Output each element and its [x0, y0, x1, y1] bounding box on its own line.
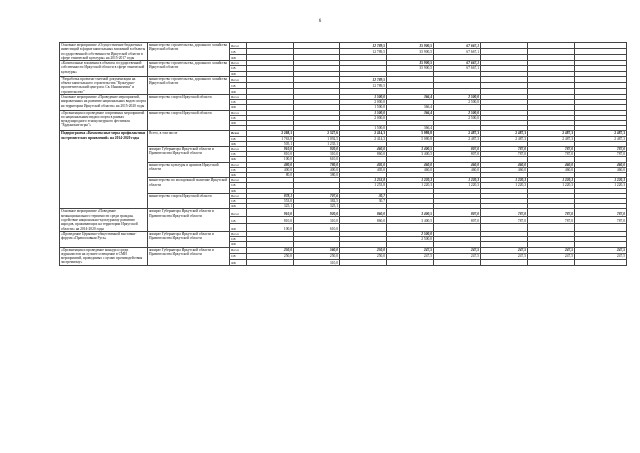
amount-cell [340, 224, 387, 232]
amount-cell: 460,0 [434, 167, 481, 172]
amount-cell: 250,0 [247, 253, 294, 259]
amount-cell: 787,0 [481, 216, 528, 223]
amount-cell: 325,1 [294, 204, 340, 209]
table-body [60, 43, 627, 266]
amount-cell [247, 259, 294, 265]
amount-cell: 1 092,5 [294, 136, 340, 141]
funding-source-cell: ОБ [230, 237, 247, 242]
amount-cell: 5 080,8 [387, 131, 434, 136]
funding-source-cell: ФБ [230, 242, 247, 247]
amount-cell [387, 224, 434, 232]
funding-source-cell: ОБ [230, 115, 247, 120]
amount-cell: 787,0 [481, 209, 528, 216]
amount-cell: 780,0 [294, 162, 340, 167]
amount-cell: 1 220,3 [528, 183, 575, 188]
amount-cell [434, 224, 481, 232]
amount-cell: 553,0 [247, 199, 294, 204]
amount-cell: 250,0 [294, 253, 340, 259]
funding-source-cell: Всего [230, 61, 247, 66]
amount-cell: 325,1 [247, 204, 294, 209]
funding-source-cell: Всего [230, 247, 247, 253]
amount-cell: 610,0 [294, 157, 340, 162]
amount-cell [340, 259, 387, 265]
amount-cell: 35 900,5 [387, 49, 434, 55]
budget-table [59, 42, 627, 266]
amount-cell: 250,0 [340, 253, 387, 259]
amount-cell: 2 487,3 [481, 131, 528, 136]
amount-cell: 2 414,3 [340, 136, 387, 141]
amount-cell: 807,0 [434, 209, 481, 216]
amount-cell: 2 500,0 [387, 231, 434, 236]
funding-source-cell: ФБ [230, 105, 247, 110]
funding-source-cell: ОБ [230, 100, 247, 105]
amount-cell: 460,0 [387, 167, 434, 172]
funding-source-cell: ОБ [230, 216, 247, 223]
funding-source-cell: ФБ [230, 173, 247, 178]
amount-cell: 787,0 [575, 147, 627, 152]
amount-cell: 560,0 [294, 247, 340, 253]
budget-table-sheet [59, 42, 626, 266]
amount-cell: 2 487,3 [434, 136, 481, 141]
amount-cell: 2 500,0 [434, 94, 481, 99]
amount-cell: 2 487,3 [528, 136, 575, 141]
amount-cell: 2 500,0 [434, 115, 481, 120]
amount-cell: 12 789,5 [340, 49, 387, 55]
activity-name-cell: «Организация и проведение конкурса среди журналистов на лучшее освещение в СМИ мероприятий, проводимых с целью противодействия экстремизму» [60, 247, 148, 265]
funding-source-cell: Всего [230, 193, 247, 198]
amount-cell: 3 400,5 [387, 147, 434, 152]
funding-source-cell: ФБ [230, 88, 247, 94]
funding-source-cell: Всего [230, 209, 247, 216]
amount-cell: 1 253,8 [340, 183, 387, 188]
amount-cell: 400,0 [294, 167, 340, 172]
funding-source-cell: Всего [230, 147, 247, 152]
amount-cell [575, 224, 627, 232]
table-row [60, 209, 627, 216]
amount-cell: 2 500,0 [434, 110, 481, 115]
amount-cell: 3 400,5 [387, 216, 434, 223]
amount-cell: 2 268,1 [247, 131, 294, 136]
amount-cell: 35 900,5 [387, 66, 434, 71]
executor-cell: министерство строительства, дорожного хозяйства Иркутской области [148, 43, 230, 61]
amount-cell: 2 487,3 [481, 136, 528, 141]
amount-cell: 67 667,1 [434, 43, 481, 49]
amount-cell: 860,0 [340, 152, 387, 157]
amount-cell: 807,0 [434, 147, 481, 152]
amount-cell: 460,0 [575, 167, 627, 172]
funding-source-cell: ФБ [230, 204, 247, 209]
activity-name-cell: «Организация и проведение спортивных мероприятий по национальным видам спорта в рамках международного этнокультурного фестиваля "Ёрдынские игры"» [60, 110, 148, 131]
funding-source-cell: Всего [230, 76, 247, 82]
amount-cell: 250,0 [340, 247, 387, 253]
activity-name-cell: Основное мероприятие «Проведение мероприятий, направленных на развитие национальных видов спорта на территории Иркутской области» на 2015-2020 годы [60, 94, 148, 110]
funding-source-cell: ФБ [230, 157, 247, 162]
funding-source-cell: ФБ [230, 71, 247, 76]
amount-cell: 35 900,5 [387, 61, 434, 66]
amount-cell: 787,0 [575, 216, 627, 223]
funding-source-cell: ОБ [230, 199, 247, 204]
executor-cell: аппарат Губернатора Иркутской области и Правительства Иркутской области [148, 147, 230, 163]
amount-cell: 247,5 [575, 253, 627, 259]
amount-cell: 787,0 [528, 216, 575, 223]
amount-cell: 3 400,5 [387, 152, 434, 157]
page-number: 6 [318, 19, 322, 24]
amount-cell: 247,5 [575, 247, 627, 253]
amount-cell: 382,5 [294, 199, 340, 204]
amount-cell: 1 220,3 [481, 178, 528, 183]
amount-cell: 366,4 [387, 105, 434, 110]
amount-cell: 787,0 [481, 152, 528, 157]
amount-cell: 5 080,8 [387, 136, 434, 141]
amount-cell: 67 667,1 [434, 66, 481, 71]
amount-cell: 310,0 [294, 152, 340, 157]
amount-cell: 30,7 [340, 193, 387, 198]
funding-source-cell: ОБ [230, 49, 247, 55]
amount-cell: 810,0 [247, 152, 294, 157]
amount-cell: 1 500,0 [340, 110, 387, 115]
amount-cell: 707,6 [294, 193, 340, 198]
amount-cell: 3 400,5 [387, 209, 434, 216]
amount-cell [434, 259, 481, 265]
amount-cell: 247,5 [481, 253, 528, 259]
amount-cell: 35 900,5 [387, 43, 434, 49]
amount-cell: 366,4 [387, 94, 434, 99]
amount-cell: 247,5 [528, 247, 575, 253]
funding-source-cell: ФБ [230, 224, 247, 232]
amount-cell: 920,0 [294, 209, 340, 216]
amount-cell: 1 220,3 [528, 178, 575, 183]
amount-cell [528, 224, 575, 232]
amount-cell [387, 259, 434, 265]
amount-cell: 1 220,3 [481, 183, 528, 188]
amount-cell: 460,0 [528, 162, 575, 167]
amount-cell: 787,0 [481, 147, 528, 152]
amount-cell: 80,0 [247, 173, 294, 178]
amount-cell: 2 500,0 [434, 100, 481, 105]
funding-source-cell: Всего [230, 110, 247, 115]
amount-cell: 2 000,0 [340, 115, 387, 120]
amount-cell: 920,0 [294, 147, 340, 152]
funding-source-cell: ФБ [230, 121, 247, 126]
funding-source-cell: Всего [230, 178, 247, 183]
amount-cell: 460,0 [528, 167, 575, 172]
funding-source-cell: ФБ [230, 259, 247, 265]
executor-cell: министерство по молодежной политике Иркутской области [148, 178, 230, 194]
amount-cell: 12 789,5 [340, 76, 387, 82]
amount-cell: 787,0 [528, 152, 575, 157]
executor-cell: аппарат Губернатора Иркутской области и Правительства Иркутской области [148, 231, 230, 247]
amount-cell: 250,0 [247, 247, 294, 253]
amount-cell: 30,7 [340, 199, 387, 204]
amount-cell: 1 500,0 [340, 105, 387, 110]
amount-cell: 380,0 [294, 173, 340, 178]
amount-cell: 1 500,0 [340, 126, 387, 131]
funding-source-cell: ФБ [230, 141, 247, 146]
amount-cell: 247,5 [387, 247, 434, 253]
amount-cell: 860,0 [340, 216, 387, 223]
funding-source-cell: ОБ [230, 66, 247, 71]
amount-cell: 1 220,3 [434, 183, 481, 188]
amount-cell: 310,0 [294, 259, 340, 265]
amount-cell: 247,5 [387, 253, 434, 259]
amount-cell: 2 000,0 [340, 100, 387, 105]
amount-cell: 2 500,0 [387, 237, 434, 242]
amount-cell: 910,0 [247, 209, 294, 216]
amount-cell: 405,0 [340, 162, 387, 167]
amount-cell: 810,0 [247, 216, 294, 223]
amount-cell: 2 327,6 [294, 131, 340, 136]
amount-cell: 67 667,1 [434, 61, 481, 66]
amount-cell: 247,5 [434, 247, 481, 253]
amount-cell: 460,0 [434, 162, 481, 167]
amount-cell: 460,0 [340, 147, 387, 152]
amount-cell: 310,0 [294, 216, 340, 223]
amount-cell: 460,0 [481, 162, 528, 167]
funding-source-cell: ОБ [230, 253, 247, 259]
amount-cell: 1 763,0 [247, 136, 294, 141]
activity-name-cell: Основное мероприятие «Осуществление бюджетных инвестиций в форме капитальных вложений в объекты государственной собственности Иркутской области в сфере этнической культуры» на 2015-2017 годы [60, 43, 148, 61]
executor-cell: министерство культуры и архивов Иркутской области [148, 162, 230, 178]
executor-cell: министерство строительства, дорожного хозяйства Иркутской области [148, 76, 230, 94]
amount-cell: 1 220,3 [387, 183, 434, 188]
executor-cell: министерство спорта Иркутской области [148, 94, 230, 110]
amount-cell: 807,0 [434, 216, 481, 223]
activity-name-cell: «Капитальные вложения в объекты государственной собственности Иркутской области в сфере этнической культуры» [60, 61, 148, 77]
amount-cell [528, 259, 575, 265]
funding-source-cell: ФБ [230, 55, 247, 61]
amount-cell: 505,1 [247, 141, 294, 146]
amount-cell: 247,5 [528, 253, 575, 259]
funding-source-cell: Всего [230, 131, 247, 136]
activity-name-cell: Основное мероприятие «Поведение межнационального терпимости среди граждан, содействие национально-культурному развитию народов, проживающих на территории Иркутской области» на 2014-2020 годы [60, 209, 148, 231]
funding-source-cell: Всего [230, 231, 247, 236]
amount-cell [575, 259, 627, 265]
amount-cell: 366,4 [387, 110, 434, 115]
activity-name-cell: "Разработка проектно-сметной документации на объект капитального строительства "Культурно-просветительский центр им. Св. Иннокентия" и строительство" [60, 76, 148, 94]
amount-cell: 1 220,3 [434, 178, 481, 183]
funding-source-cell: Всего [230, 162, 247, 167]
amount-cell: 405,0 [340, 167, 387, 172]
amount-cell: 247,5 [481, 247, 528, 253]
executor-cell: министерство спорта Иркутской области [148, 110, 230, 131]
funding-source-cell: ОБ [230, 136, 247, 141]
amount-cell: 460,0 [481, 167, 528, 172]
amount-cell: 100,0 [247, 224, 294, 232]
amount-cell: 1 220,3 [575, 178, 627, 183]
funding-source-cell: ОБ [230, 183, 247, 188]
funding-source-cell: ОБ [230, 152, 247, 157]
executor-cell: аппарат Губернатора Иркутской области и Правительства Иркутской области [148, 247, 230, 265]
amount-cell: 1 235,1 [294, 141, 340, 146]
amount-cell: 2 487,3 [575, 131, 627, 136]
funding-source-cell: ФБ [230, 188, 247, 193]
amount-cell: 247,5 [434, 253, 481, 259]
amount-cell: 100,0 [247, 157, 294, 162]
funding-source-cell: Всего [230, 43, 247, 49]
executor-cell: Всего, в том числе [148, 131, 230, 147]
amount-cell: 878,1 [247, 193, 294, 198]
amount-cell: 2 414,3 [340, 131, 387, 136]
amount-cell: 2 487,3 [528, 131, 575, 136]
amount-cell: 400,0 [247, 167, 294, 172]
amount-cell: 1 220,3 [575, 183, 627, 188]
amount-cell: 1 220,3 [387, 178, 434, 183]
amount-cell: 1 500,0 [340, 94, 387, 99]
funding-source-cell: ОБ [230, 167, 247, 172]
funding-source-cell: ОБ [230, 82, 247, 88]
amount-cell: 480,0 [247, 162, 294, 167]
amount-cell: 787,0 [528, 147, 575, 152]
activity-name-cell: «Проведение Церковно-общественной выставки-форума «Православная Русь» [60, 231, 148, 247]
executor-cell: аппарат Губернатора Иркутской области и Правительства Иркутской области [148, 209, 230, 231]
amount-cell: 12 789,5 [340, 43, 387, 49]
amount-cell: 787,0 [528, 209, 575, 216]
amount-cell: 67 667,1 [434, 49, 481, 55]
amount-cell: 460,0 [575, 162, 627, 167]
executor-cell: министерство спорта Иркутской области [148, 193, 230, 209]
amount-cell: 910,0 [247, 147, 294, 152]
amount-cell: 460,0 [387, 162, 434, 167]
amount-cell: 787,0 [575, 152, 627, 157]
amount-cell: 787,0 [575, 209, 627, 216]
amount-cell: 1 253,8 [340, 178, 387, 183]
activity-name-cell: Подпрограмма «Комплексные меры профилактики экстремистских проявлений» на 2014-2020 годы [60, 131, 148, 209]
amount-cell: 12 789,5 [340, 82, 387, 88]
amount-cell: 2 487,3 [575, 136, 627, 141]
amount-cell: 807,0 [434, 152, 481, 157]
amount-cell: 860,0 [340, 209, 387, 216]
amount-cell [481, 259, 528, 265]
amount-cell: 2 487,3 [434, 131, 481, 136]
amount-cell: 366,4 [387, 126, 434, 131]
funding-source-cell: Всего [230, 94, 247, 99]
amount-cell [481, 224, 528, 232]
amount-cell: 610,0 [294, 224, 340, 232]
executor-cell: министерство строительства, дорожного хозяйства Иркутской области [148, 61, 230, 77]
